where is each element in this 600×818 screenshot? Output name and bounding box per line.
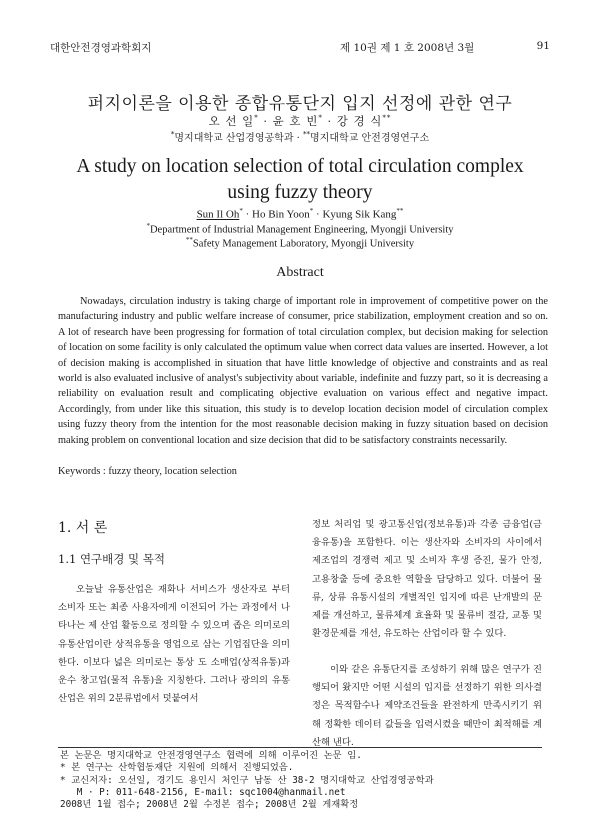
author-separator: · [242, 208, 253, 221]
issue-info: 제 10권 제 1 호 2008년 3월 [340, 42, 475, 54]
author-2-en-mark: * [309, 207, 314, 215]
body-paragraph-right-2: 이와 같은 유통단지를 조성하기 위해 많은 연구가 진행되어 왔지만 어떤 시설의 입지를 선정하기 위한 의사결정은 목적함수나 제약조건들을 완전하게 만족시키기 위해 정확한 데이터 값들을 입력시켰을 때만이 최적해를 계산해 낸다. [312, 664, 542, 748]
section-heading: 1. 서 론 [58, 520, 108, 536]
english-affiliation-2 [40, 236, 560, 250]
author-2-en: Ho Bin Yoon [252, 208, 310, 221]
abstract-heading: Abstract [276, 265, 324, 280]
affiliation-en-2-mark: ** [185, 236, 193, 244]
english-title-line-2: using fuzzy theory [227, 182, 373, 203]
author-3-en: Kyung Sik Kang [322, 208, 397, 221]
author-1-en: Sun Il Oh [196, 208, 240, 221]
footnotes [60, 750, 434, 811]
author-separator: · [258, 114, 273, 128]
english-affiliation-1 [40, 222, 560, 236]
author-3-mark: ** [382, 114, 392, 123]
author-separator: · [313, 208, 323, 221]
abstract-text: Nowadays, circulation industry is taking charge of important role in improvement of competitive power on the manufacturing industry and public welfare increase of consumer, price stabilization, employment creation and so on. A lot of research have been progressing for formation of total circulation complex, but decision making for selection of location on some facility is only calculated the optimum value when correct data values are inserted. However, a lot of decision making is accomplished in situation that have little knowledge of objective and constraints and as real world is also evaluated inclusive of analyst's subjectivity about variable, indefinite and fuzzy part, so it is decreasing a reliability on evaluation result and complicating objective evaluation on various effect and negative impact. Accordingly, from under like this situation, this study is to develop location decision model of circulation complex using fuzzy theory from the intention for the most reasonable decision making in fuzzy situation based on decision making problem on conventional location and size decision that did to be satisfactory constraints necessarily. [58, 296, 548, 446]
footnote: M · P: 011-648-2156, E-mail: sqc1004@hanmail.net [60, 786, 346, 798]
body-paragraph-left: 오늘날 유통산업은 재화나 서비스가 생산자로 부터 소비자 또는 최종 사용자에게 이전되어 가는 과정에서 나타나는 제 산업 활동으로 정의할 수 있으며 좁은 의미로의 유통산업이란 상적유통을 영업으로 삼는 기업집단을 의미한다. 이보다 넓은 의미로는 통상 도 소매업(상적유통)과 운수 창고업(물적 유통)을 지칭한다. 그러나 광의의 유통산업은 위의 2분류법에서 덧붙여서 [58, 584, 290, 705]
affiliation-en-1-mark: * [146, 222, 150, 230]
keywords: Keywords : fuzzy theory, location selection [58, 466, 237, 477]
footnote-divider [58, 747, 542, 748]
english-authors [40, 207, 560, 221]
english-title-line-1: A study on location selection of total circulation complex [76, 156, 524, 177]
footnote: * 교신저자: 오선일, 경기도 용인시 처인구 남동 산 38-2 명지대학교 산업경영공학과 [60, 774, 434, 786]
korean-title: 퍼지이론을 이용한 종합유통단지 입지 선정에 관한 연구 [87, 94, 513, 114]
footnote: * 본 연구는 산학협동재단 지원에 의해서 진행되었음. [60, 762, 294, 774]
subsection-heading: 1.1 연구배경 및 목적 [58, 552, 166, 566]
affiliation-1-mark: * [170, 130, 175, 139]
journal-name: 대한안전경영과학회지 [50, 42, 152, 54]
affiliation-1-ko: 명지대학교 산업경영공학과 · [174, 133, 304, 144]
affiliation-2-ko: 명지대학교 안전경영연구소 [310, 133, 430, 144]
footnote: 2008년 1월 접수; 2008년 2월 수정본 접수; 2008년 2월 게재확정 [60, 799, 359, 811]
body-paragraph-right-1: 정보 처리업 및 광고통신업(정보유통)과 각종 금융업(금융유통)을 포함한다. 이는 생산자와 소비자의 사이에서 제조업의 경쟁력 제고 및 소비자 후생 증진, 물가 안정, 고용창출 등에 중요한 역할을 담당하고 있다. 더불어 물류, 상류 유통시설의 개별적인 입지에 따른 난개발의 문제를 개선하고, 물류체계 효율화 및 물류비 절감, 교통 및 환경문제를 개선, 유도하는 산업이라 할 수 있다. [312, 519, 542, 640]
author-1-en-mark: * [239, 207, 243, 215]
korean-authors [40, 113, 560, 129]
author-2-ko: 윤 호 빈 [272, 114, 319, 128]
author-1-ko: 오 선 일 [208, 114, 255, 128]
page-number: 91 [536, 40, 550, 52]
author-1-mark: * [254, 114, 259, 123]
running-header [50, 40, 550, 56]
affiliation-en-2-text: Safety Management Laboratory, Myongji University [192, 238, 415, 250]
author-3-ko: 강 경 식 [336, 114, 383, 128]
footnote: 본 논문은 명지대학교 안전경영연구소 협력에 의해 이루어진 논문 임. [60, 750, 362, 761]
author-2-mark: * [318, 114, 323, 123]
affiliation-2-mark: ** [303, 130, 311, 139]
author-separator: · [322, 114, 337, 128]
korean-affiliations [40, 129, 560, 144]
author-3-en-mark: ** [396, 207, 404, 215]
affiliation-en-1-text: Department of Industrial Management Engineering, Myongji University [149, 224, 454, 236]
